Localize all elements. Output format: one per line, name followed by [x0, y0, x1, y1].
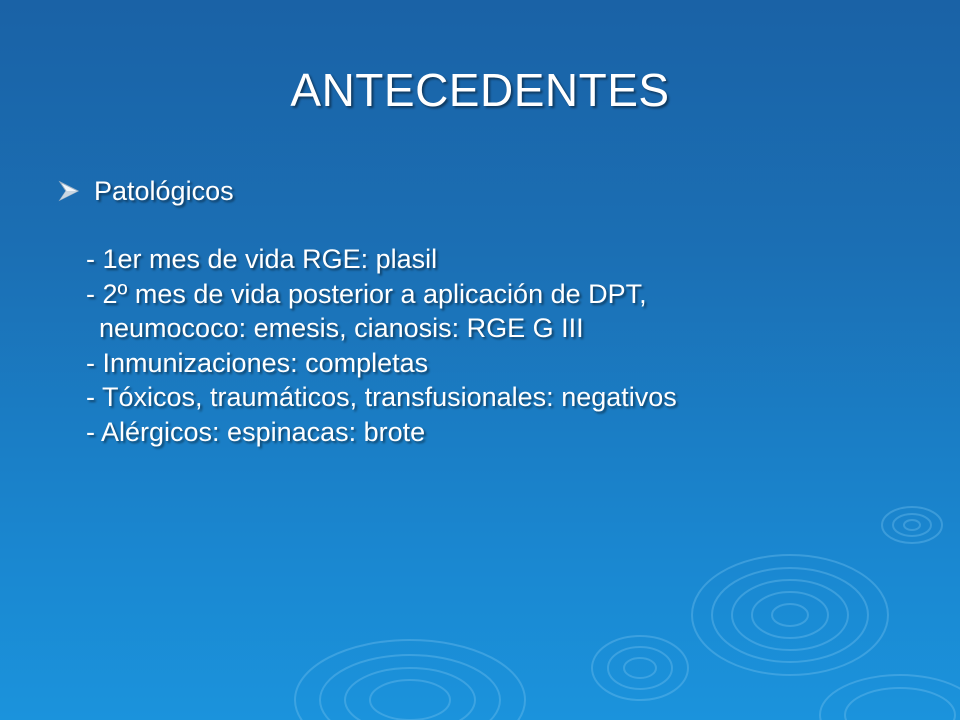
arrowhead-bullet-icon — [58, 180, 80, 202]
list-item: - 2º mes de vida posterior a aplicación de DPT, — [86, 278, 647, 309]
bullet-patologicos — [58, 174, 234, 208]
history-item-list — [86, 242, 677, 449]
slide-title: ANTECEDENTES — [290, 64, 670, 116]
list-item-continuation: neumococo: emesis, cianosis: RGE G III — [99, 313, 584, 343]
bullet-label: Patológicos — [94, 176, 234, 206]
list-item: - 1er mes de vida RGE: plasil — [86, 244, 438, 274]
list-item: - Inmunizaciones: completas — [86, 347, 429, 378]
list-item: - Alérgicos: espinacas: brote — [86, 416, 426, 447]
list-item: - Tóxicos, traumáticos, transfusionales: negativos — [86, 382, 677, 412]
